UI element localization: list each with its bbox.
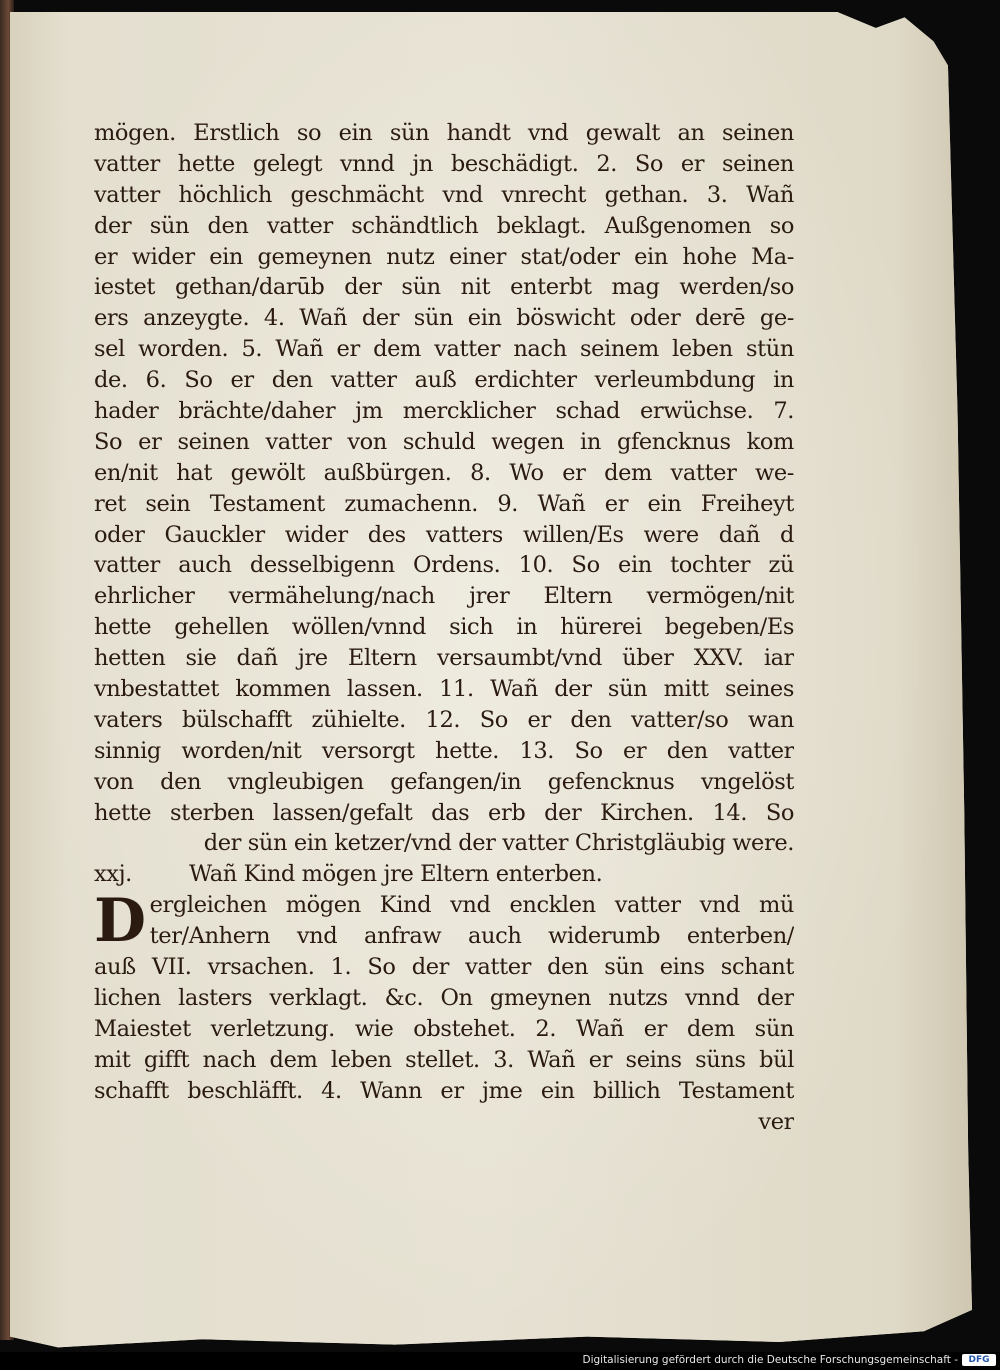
text-line-after-1: auß VII. vrsachen. 1. So der vatter den sün eins schant [94, 954, 794, 981]
text-line-14: oder Gauckler wider des vatters willen/Es were dañ d [94, 521, 794, 548]
page-text-block [94, 118, 794, 1137]
text-line-24: der sün ein ketzer/vnd der vatter Christgläubig were. [203, 830, 794, 857]
text-line-6: iestet gethan/darūb der sün nit enterbt mag werden/so [94, 274, 794, 301]
text-line-after-5: schafft beschläfft. 4. Wann er jme ein billich Testament [94, 1077, 794, 1104]
text-line-4: der sün den vatter schändtlich beklagt. Außgenomen so [94, 212, 794, 239]
text-line-22: von den vngleubigen gefangen/in gefencknus vngelöst [94, 768, 794, 795]
text-line-2: vatter hette gelegt vnnd jn beschädigt. 2. So er seinen [94, 150, 794, 177]
text-line-after-4: mit gifft nach dem leben stellet. 3. Wañ er seins süns bül [94, 1046, 794, 1073]
section-number: xxj. [94, 861, 132, 888]
text-line-5: er wider ein gemeynen nutz einer stat/oder ein hohe Ma- [94, 243, 794, 270]
text-line-after-3: Maiestet verletzung. wie obstehet. 2. Wañ er dem sün [94, 1015, 794, 1042]
text-line-9: de. 6. So er den vatter auß erdichter verleumbdung in [94, 367, 794, 394]
dfg-logo: DFG [962, 1354, 996, 1366]
footer-credit: Digitalisierung gefördert durch die Deutsche Forschungsgemeinschaft - [582, 1354, 958, 1366]
text-line-after-2: lichen lasters verklagt. &c. On gmeynen nutzs vnnd der [94, 984, 794, 1011]
text-line-20: vaters bülschafft zühielte. 12. So er den vatter/so wan [94, 706, 794, 733]
text-line-18: hetten sie dañ jre Eltern versaumbt/vnd über XXV. iar [94, 645, 794, 672]
text-line-15: vatter auch desselbigenn Ordens. 10. So ein tochter zü [94, 552, 794, 579]
section-title: Wañ Kind mögen jre Eltern enterben. [189, 861, 603, 888]
text-line-12: en/nit hat gewölt außbürgen. 8. Wo er dem vatter we- [94, 459, 794, 486]
text-line-11: So er seinen vatter von schuld wegen in gfencknus kom [94, 428, 794, 455]
section-heading [94, 859, 794, 890]
text-line-3: vatter höchlich geschmächt vnd vnrecht gethan. 3. Wañ [94, 181, 794, 208]
text-line-23: hette sterben lassen/gefalt das erb der Kirchen. 14. So [94, 799, 794, 826]
text-line-initial-1: ergleichen mögen Kind vnd encklen vatter vnd mü [149, 892, 794, 919]
drop-initial: D [94, 886, 146, 957]
initial-paragraph [94, 886, 794, 957]
text-line-17: hette gehellen wöllen/vnnd sich in hürerei begeben/Es [94, 614, 794, 641]
text-line-7: ers anzeygte. 4. Wañ der sün ein böswicht oder derē ge- [94, 305, 794, 332]
text-line-16: ehrlicher vermähelung/nach jrer Eltern vermögen/nit [94, 583, 794, 610]
text-line-19: vnbestattet kommen lassen. 11. Wañ der sün mitt seines [94, 676, 794, 703]
text-line-initial-2: ter/Anhern vnd anfraw auch widerumb enterben/ [149, 923, 794, 950]
catchword: ver [758, 1108, 794, 1135]
text-line-13: ret sein Testament zumachenn. 9. Wañ er ein Freiheyt [94, 490, 794, 517]
text-line-1: mögen. Erstlich so ein sün handt vnd gewalt an seinen [94, 120, 794, 146]
text-line-8: sel worden. 5. Wañ er dem vatter nach seinem leben stün [94, 336, 794, 363]
text-line-21: sinnig worden/nit versorgt hette. 13. So er den vatter [94, 737, 794, 764]
text-line-10: hader brächte/daher jm mercklicher schad erwüchse. 7. [94, 398, 794, 425]
